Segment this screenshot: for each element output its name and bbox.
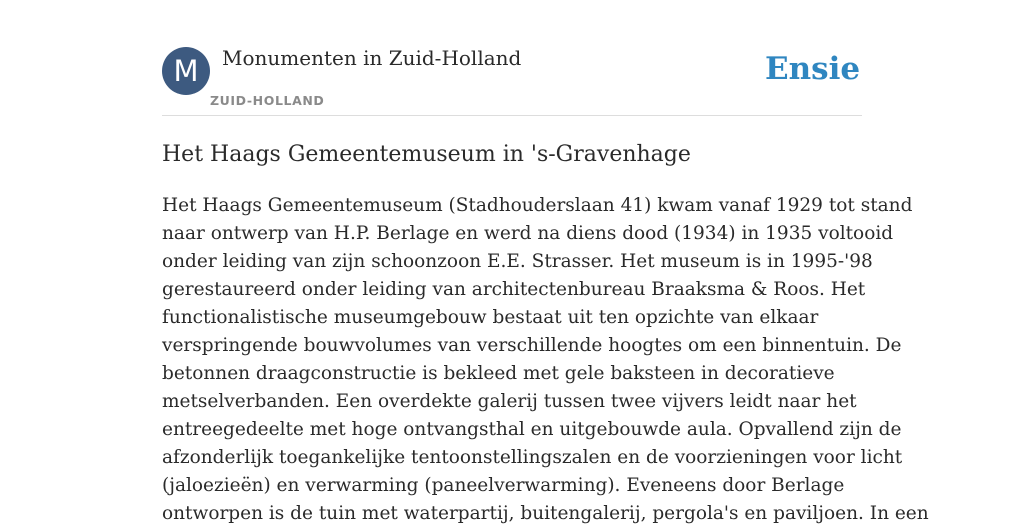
article-body-line: entreegedeelte met hoge ontvangsthal en uitgebouwde aula. Opvallend zijn de xyxy=(162,419,902,440)
ensie-logo[interactable]: Ensie xyxy=(765,51,861,87)
article-body-line: (jaloezieën) en verwarming (paneelverwarming). Eveneens door Berlage xyxy=(162,475,845,496)
article-body-line: naar ontwerp van H.P. Berlage en werd na diens dood (1934) in 1935 voltooid xyxy=(162,223,894,244)
article-body-line: ontworpen is de tuin met waterpartij, buitengalerij, pergola's en paviljoen. In een xyxy=(162,503,929,524)
article-body-line: gerestaureerd onder leiding van architectenbureau Braaksma & Roos. Het xyxy=(162,279,866,300)
header-divider xyxy=(162,115,862,116)
article-body-line: functionalistische museumgebouw bestaat uit ten opzichte van elkaar xyxy=(162,307,819,328)
article-body-line: Het Haags Gemeentemuseum (Stadhouderslaan 41) kwam vanaf 1929 tot stand xyxy=(162,195,913,216)
article-body-line: onder leiding van zijn schoonzoon E.E. Strasser. Het museum is in 1995-'98 xyxy=(162,251,873,272)
article-body-line: betonnen draagconstructie is bekleed met gele baksteen in decoratieve xyxy=(162,363,835,384)
category-tag-link[interactable]: ZUID-HOLLAND xyxy=(210,93,325,108)
collection-title-link[interactable]: Monumenten in Zuid-Holland xyxy=(222,46,522,70)
article-body-line: afzonderlijk toegankelijke tentoonstellingszalen en de voorzieningen voor licht xyxy=(162,447,903,468)
avatar[interactable]: M xyxy=(162,47,210,95)
article-title: Het Haags Gemeentemuseum in 's-Gravenhage xyxy=(162,142,691,167)
article-body-line: metselverbanden. Een overdekte galerij tussen twee vijvers leidt naar het xyxy=(162,391,857,412)
article-body-line: verspringende bouwvolumes van verschillende hoogtes om een binnentuin. De xyxy=(162,335,902,356)
article-body xyxy=(162,192,929,528)
